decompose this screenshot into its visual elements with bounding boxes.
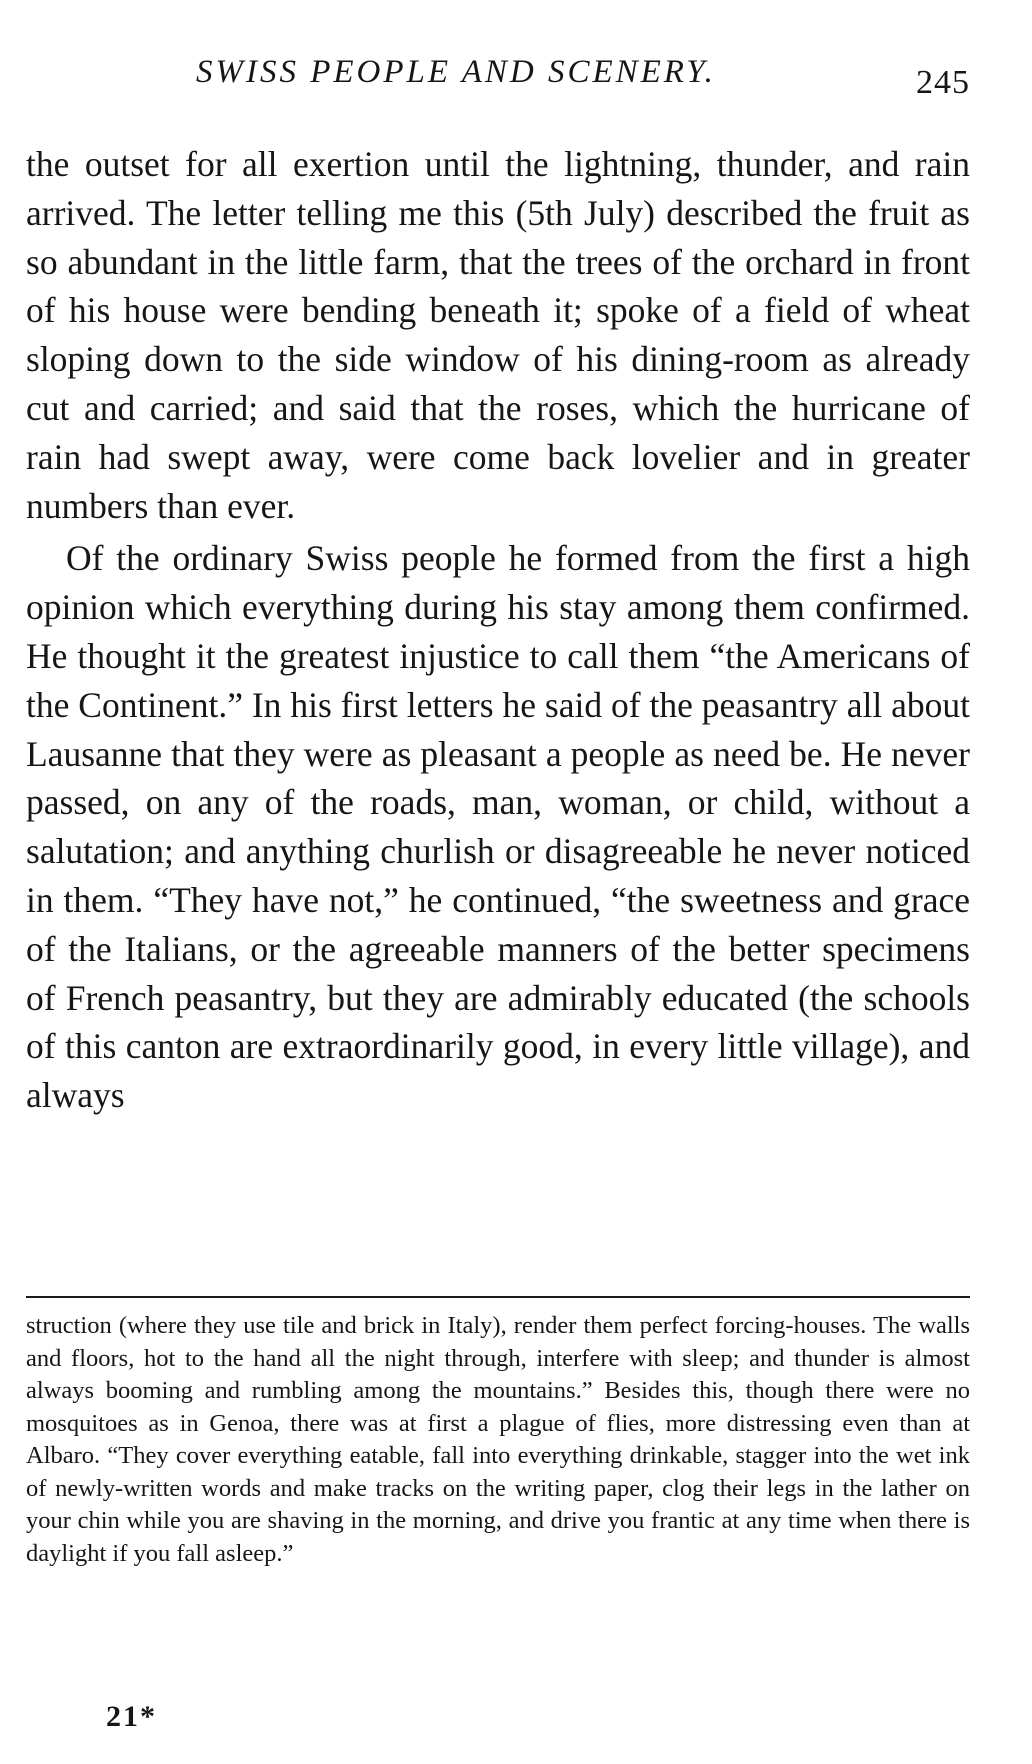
- page-number: 245: [916, 64, 970, 101]
- signature-mark: 21*: [106, 1700, 157, 1733]
- paragraph-continued: the outset for all exertion until the lightning, thunder, and rain arrived. The letter telling me this (5th July) described the fruit as so abundant in the little farm, that the trees of the orchard in front of his house were bending beneath it; spoke of a field of wheat sloping down to the side window of his dining-room as already cut and carried; and said that the roses, which the hurricane of rain had swept away, were come back lovelier and in greater numbers than ever.: [26, 144, 970, 526]
- footnote-text: struction (where they use tile and brick in Italy), render them perfect forcing-houses. The walls and floors, hot to the hand all the night through, interfere with sleep; and thunder is almost always booming and rumbling among the mountains.” Besides this, though there were no mosquitoes as in Genoa, there was at first a plague of flies, more distressing even than at Albaro. “They cover everything eatable, fall into everything drinkable, stagger into the wet ink of newly-written words and make tracks on the writing paper, clog their legs in the lather on your chin while you are shaving in the morning, and drive you frantic at any time when there is daylight if you fall asleep.”: [26, 1312, 970, 1567]
- footnote-divider: [26, 1296, 970, 1298]
- running-head: [26, 54, 970, 104]
- paragraph-swiss-people: Of the ordinary Swiss people he formed from the first a high opinion which everything during his stay among them confirmed. He thought it the greatest injustice to call them “the Americans of the Continent.” In his first letters he said of the peasantry all about Lausanne that they were as pleasant a people as need be. He never passed, on any of the roads, man, woman, or child, without a salutation; and anything churlish or disagreeable he never noticed in them. “They have not,” he continued, “the sweetness and grace of the Italians, or the agreeable manners of the better specimens of French peasantry, but they are admirably educated (the schools of this canton are extraordinarily good, in every little village), and always: [26, 538, 970, 1116]
- body-text: [26, 140, 970, 1120]
- running-title: SWISS PEOPLE AND SCENERY.: [196, 54, 716, 90]
